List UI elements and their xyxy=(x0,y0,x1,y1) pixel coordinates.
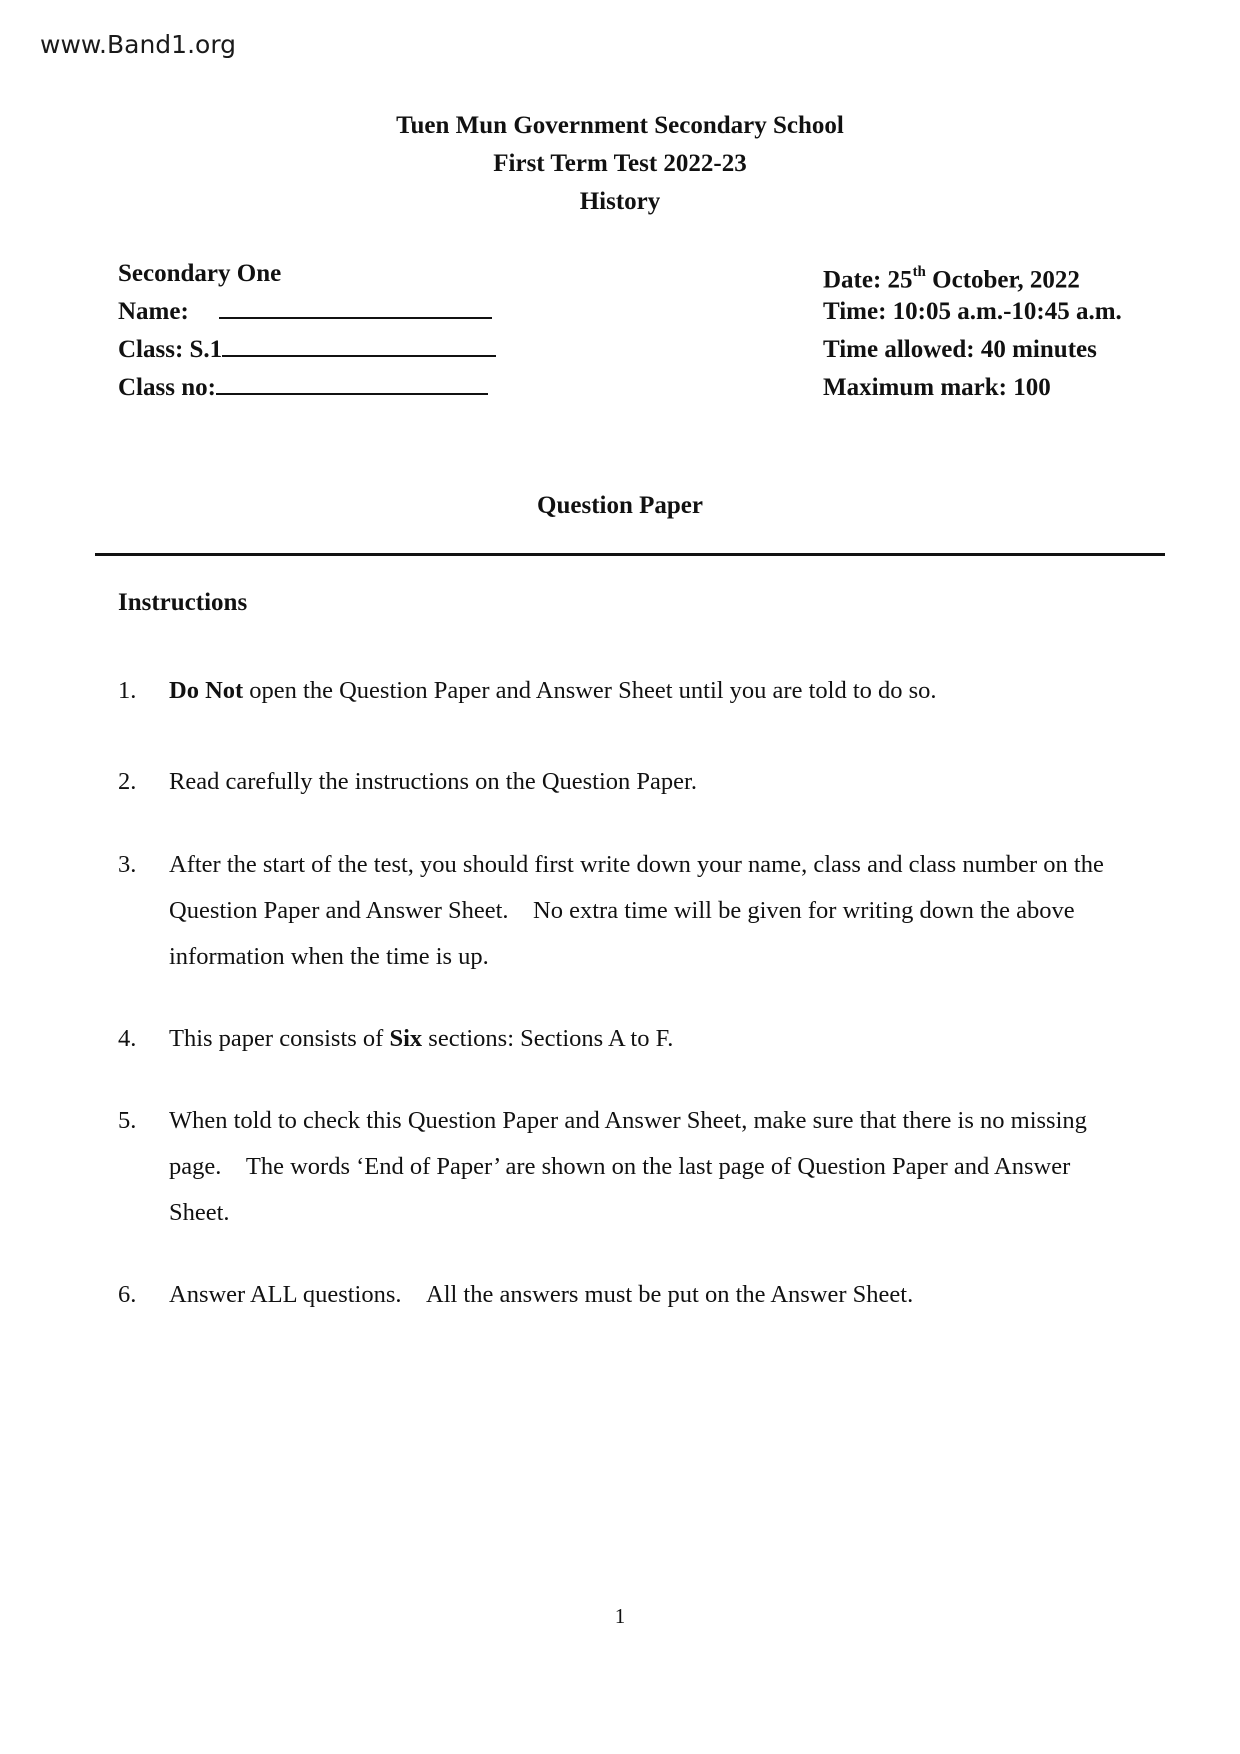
instruction-number: 5. xyxy=(118,1107,137,1134)
max-mark-row: Maximum mark: 100 xyxy=(823,374,1051,401)
instruction-number: 4. xyxy=(118,1025,137,1052)
instruction-number: 3. xyxy=(118,851,137,878)
name-row xyxy=(118,293,496,331)
class-row xyxy=(118,331,496,369)
instruction-number: 6. xyxy=(118,1281,137,1308)
time-row: Time: 10:05 a.m.-10:45 a.m. xyxy=(823,298,1122,325)
instruction-text: Answer ALL questions. All the answers must be put on the Answer Sheet. xyxy=(169,1281,914,1308)
name-blank[interactable] xyxy=(219,295,492,319)
instruction-line: When told to check this Question Paper and Answer Sheet, make sure that there is no missing xyxy=(169,1107,1087,1134)
instruction-text: Read carefully the instructions on the Question Paper. xyxy=(169,768,697,795)
instruction-number: 2. xyxy=(118,768,137,795)
class-no-blank[interactable] xyxy=(216,371,488,395)
instruction-text xyxy=(169,842,1138,980)
school-name: Tuen Mun Government Secondary School xyxy=(396,112,844,139)
form-label: Secondary One xyxy=(118,260,282,287)
name-label: Name: xyxy=(118,298,189,325)
instructions-heading: Instructions xyxy=(118,589,248,616)
page-number: 1 xyxy=(614,1604,626,1628)
instruction-line: After the start of the test, you should first write down your name, class and class number on the xyxy=(169,851,1104,878)
student-info xyxy=(118,255,496,407)
instruction-line: page. The words ‘End of Paper’ are shown on the last page of Question Paper and Answer xyxy=(169,1153,1071,1180)
date-row xyxy=(823,255,1122,293)
class-label: Class: S.1 xyxy=(118,336,223,363)
class-no-row xyxy=(118,369,496,407)
instruction-line: Question Paper and Answer Sheet. No extra time will be given for writing down the above xyxy=(169,897,1075,924)
test-name: First Term Test 2022-23 xyxy=(493,150,747,177)
instruction-line: Sheet. xyxy=(169,1199,230,1226)
class-no-label: Class no: xyxy=(118,374,216,401)
instruction-pre: This paper consists of xyxy=(169,1025,390,1052)
date-superscript: th xyxy=(912,264,926,280)
instruction-text xyxy=(169,668,1138,714)
date-prefix: Date: 25 xyxy=(823,266,913,294)
exam-details xyxy=(823,255,1122,407)
date-suffix: October, 2022 xyxy=(925,266,1080,294)
subject-name: History xyxy=(579,188,661,215)
divider xyxy=(95,553,1165,556)
instruction-bold: Do Not xyxy=(169,677,244,704)
class-blank[interactable] xyxy=(222,333,496,357)
time-allowed-row: Time allowed: 40 minutes xyxy=(823,336,1097,363)
instruction-number: 1. xyxy=(118,677,137,704)
instruction-bold: Six xyxy=(389,1025,423,1052)
instruction-line: information when the time is up. xyxy=(169,943,489,970)
exam-header xyxy=(0,107,1240,221)
paper-title: Question Paper xyxy=(537,492,703,519)
instruction-rest: open the Question Paper and Answer Sheet until you are told to do so. xyxy=(243,677,937,704)
instruction-text xyxy=(169,1098,1138,1236)
instruction-text xyxy=(169,1016,1138,1062)
instruction-post: sections: Sections A to F. xyxy=(422,1025,674,1052)
watermark: www.Band1.org xyxy=(40,30,237,59)
